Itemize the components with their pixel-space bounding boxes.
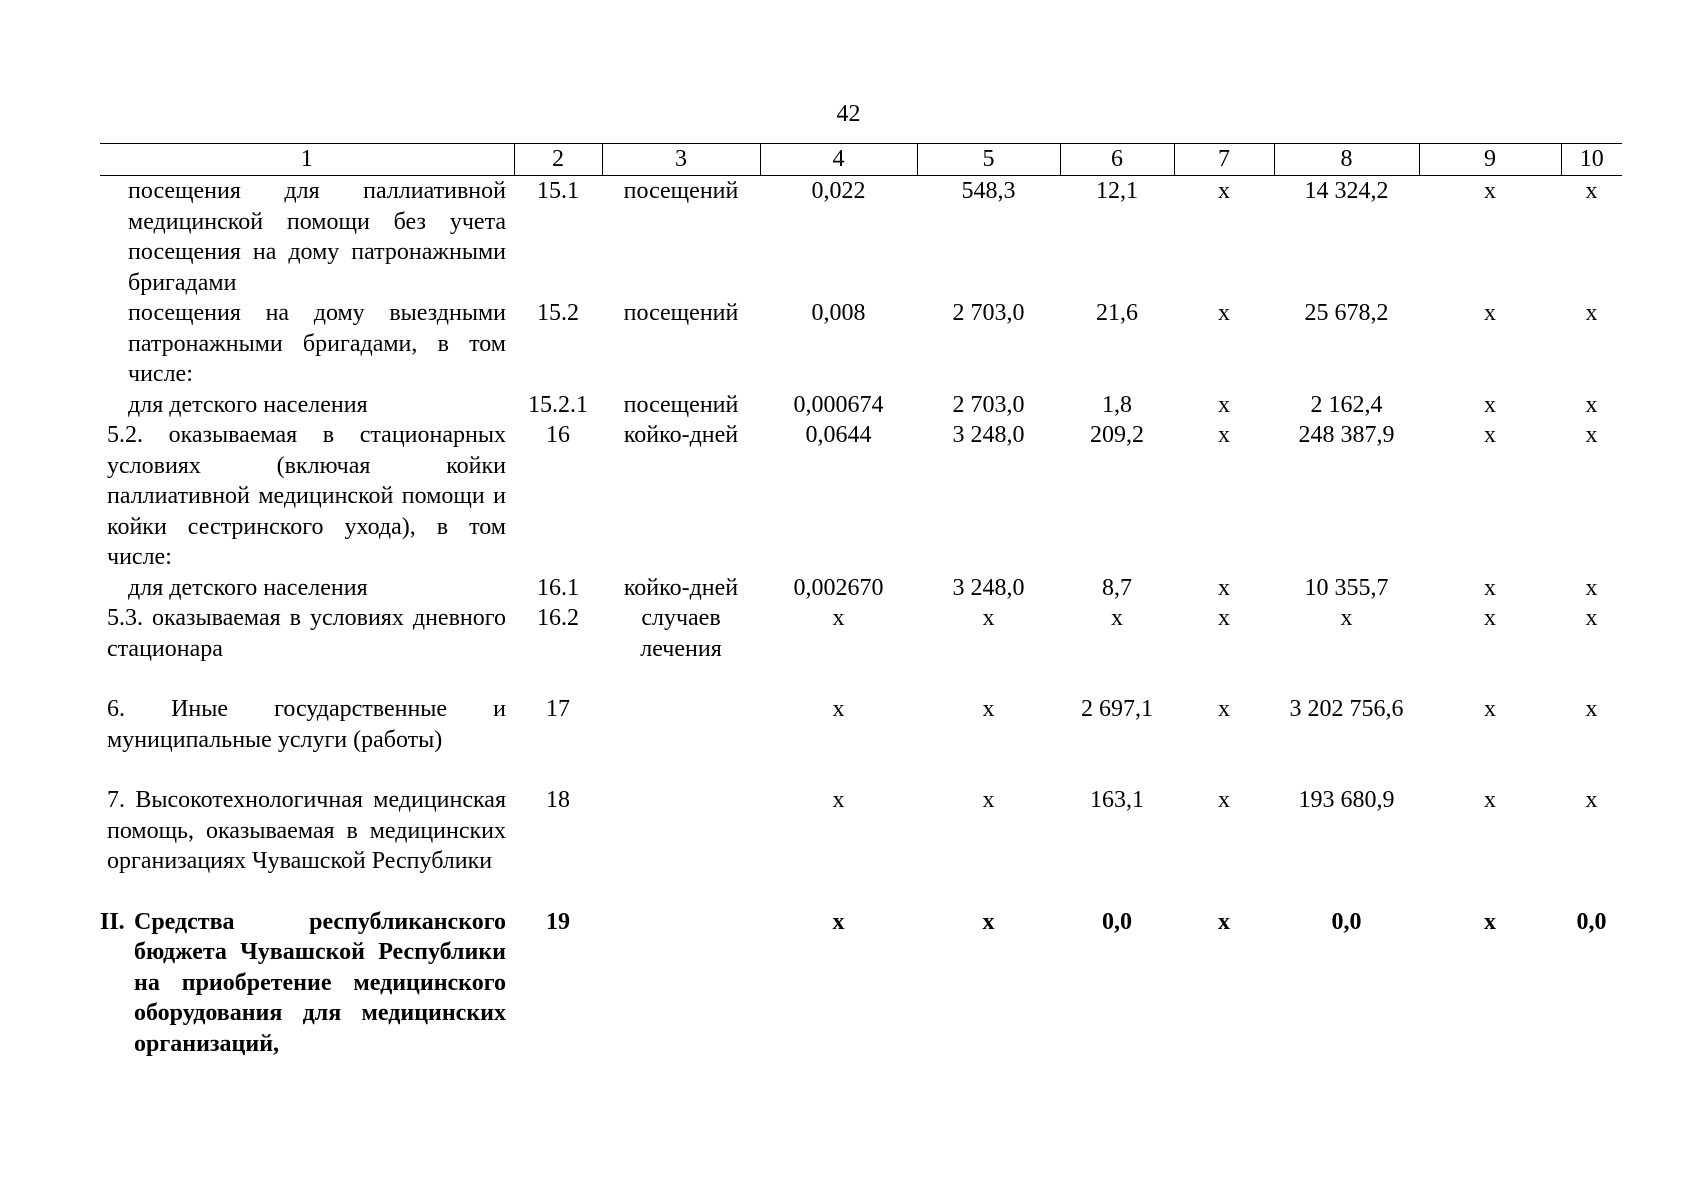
row-value-10: х <box>1585 574 1598 601</box>
row-value-5: 2 703,0 <box>952 300 1025 326</box>
row-unit: посещений <box>623 178 739 204</box>
funding-table <box>100 143 1622 1059</box>
row-value-8: 14 324,2 <box>1304 178 1389 204</box>
column-header: 4 <box>760 144 917 176</box>
row-unit: посещений <box>623 391 739 418</box>
row-name: посещения на дому выездными патронажными бригадами, в том числе: <box>128 300 506 387</box>
row-value-7: х <box>1218 178 1230 204</box>
row-value-4: 0,0644 <box>805 422 872 448</box>
row-name: 5.3. оказываемая в условиях дневного стационара <box>107 605 506 662</box>
row-value-4: 0,022 <box>811 178 866 204</box>
table-row <box>100 420 1622 573</box>
row-unit: посещений <box>623 300 739 326</box>
row-value-6: 0,0 <box>1102 908 1132 935</box>
row-value-5: х <box>982 696 995 722</box>
row-value-8: 248 387,9 <box>1298 422 1395 448</box>
column-header: 8 <box>1274 144 1419 176</box>
row-value-7: х <box>1218 908 1230 935</box>
row-code: 16.1 <box>537 574 579 601</box>
row-value-7: х <box>1218 574 1230 601</box>
row-name-cell <box>100 907 514 1060</box>
row-value-8: х <box>1340 605 1353 631</box>
section-label: II. <box>100 908 125 935</box>
row-value-4: 0,000674 <box>793 391 884 418</box>
table-row <box>100 390 1622 421</box>
row-value-9: х <box>1484 574 1496 601</box>
row-value-10: х <box>1585 696 1598 722</box>
row-unit <box>602 907 760 1060</box>
row-value-4: х <box>832 908 845 935</box>
row-value-10: х <box>1585 178 1598 204</box>
row-unit <box>602 694 760 785</box>
row-value-5: 548,3 <box>961 178 1016 204</box>
row-value-7: х <box>1218 787 1230 813</box>
row-value-7: х <box>1218 696 1230 722</box>
column-header: 7 <box>1174 144 1274 176</box>
row-value-7: х <box>1218 422 1230 448</box>
column-number-header <box>100 144 1622 176</box>
row-value-6: 209,2 <box>1090 422 1144 448</box>
row-value-5: х <box>982 605 995 631</box>
row-value-10: х <box>1585 422 1598 448</box>
row-value-4: х <box>832 696 845 722</box>
row-value-5: 3 248,0 <box>952 422 1025 448</box>
row-value-5: 3 248,0 <box>952 574 1025 601</box>
row-value-9: х <box>1484 300 1496 326</box>
row-value-6: 8,7 <box>1102 574 1132 601</box>
row-code: 15.1 <box>537 178 579 204</box>
row-value-6: 12,1 <box>1096 178 1138 204</box>
table-row <box>100 907 1622 1060</box>
row-value-7: х <box>1218 300 1230 326</box>
row-code: 19 <box>546 908 570 935</box>
row-value-7: х <box>1218 391 1230 418</box>
row-unit: койко-дней <box>623 574 739 601</box>
row-code: 15.2.1 <box>528 391 588 418</box>
row-value-4: х <box>832 787 845 813</box>
row-value-5: х <box>982 787 995 813</box>
row-name: 5.2. оказываемая в стационарных условиях (включая койки паллиативной медицинской помощи и койки сестринского ухода), в том числе: <box>107 422 506 570</box>
row-name: 7. Высокотехнологичная медицинская помощь, оказываемая в медицинских организациях Чувашской Республики <box>107 787 506 874</box>
row-unit: койко-дней <box>623 422 739 448</box>
column-header: 1 <box>100 144 514 176</box>
row-value-9: х <box>1484 605 1496 631</box>
row-value-5: 2 703,0 <box>952 391 1025 418</box>
column-header: 2 <box>514 144 602 176</box>
table-row <box>100 785 1622 907</box>
row-value-9: х <box>1484 391 1496 418</box>
column-header: 9 <box>1419 144 1561 176</box>
row-code: 16.2 <box>537 605 579 631</box>
row-name: для детского населения <box>128 574 368 601</box>
row-value-8: 0,0 <box>1331 908 1362 935</box>
table-row <box>100 694 1622 785</box>
page-number: 42 <box>836 101 861 127</box>
row-unit: случаев лечения <box>640 605 722 662</box>
row-unit <box>602 785 760 907</box>
row-value-8: 3 202 756,6 <box>1289 696 1404 722</box>
table-row <box>100 573 1622 604</box>
row-value-10: х <box>1585 391 1598 418</box>
row-value-4: 0,008 <box>811 300 866 326</box>
row-value-10: 0,0 <box>1576 908 1607 935</box>
row-value-6: 1,8 <box>1102 391 1132 418</box>
table-row <box>100 176 1622 299</box>
row-name: Средства республиканского бюджета Чувашской Республики на приобретение медицинского оборудования для медицинских организаций, <box>134 908 506 1057</box>
row-value-9: х <box>1484 787 1496 813</box>
row-value-4: 0,002670 <box>793 574 884 601</box>
row-value-8: 2 162,4 <box>1310 391 1383 418</box>
row-value-6: 21,6 <box>1096 300 1138 326</box>
column-header: 5 <box>917 144 1060 176</box>
row-value-8: 193 680,9 <box>1298 787 1395 813</box>
row-value-7: х <box>1218 605 1230 631</box>
row-value-8: 25 678,2 <box>1304 300 1389 326</box>
row-value-6: 2 697,1 <box>1081 696 1153 722</box>
table-row <box>100 603 1622 694</box>
row-value-9: х <box>1484 908 1496 935</box>
row-name: 6. Иные государственные и муниципальные услуги (работы) <box>107 696 506 753</box>
row-value-6: 163,1 <box>1090 787 1144 813</box>
row-code: 15.2 <box>537 300 579 326</box>
row-value-6: х <box>1111 605 1123 631</box>
row-name: для детского населения <box>128 391 368 418</box>
row-value-9: х <box>1484 696 1496 722</box>
row-value-8: 10 355,7 <box>1304 574 1389 601</box>
row-code: 17 <box>546 696 570 722</box>
row-value-10: х <box>1585 300 1598 326</box>
column-header: 3 <box>602 144 760 176</box>
row-value-9: х <box>1484 422 1496 448</box>
column-header: 6 <box>1060 144 1174 176</box>
row-name: посещения для паллиативной медицинской помощи без учета посещения на дому патронажными бригадами <box>128 178 506 296</box>
row-value-5: х <box>982 908 995 935</box>
row-value-9: х <box>1484 178 1496 204</box>
row-code: 16 <box>546 422 570 448</box>
row-value-4: х <box>832 605 845 631</box>
table-row <box>100 298 1622 390</box>
row-code: 18 <box>546 787 570 813</box>
column-header: 10 <box>1561 144 1622 176</box>
row-value-10: х <box>1585 787 1598 813</box>
row-value-10: х <box>1585 605 1598 631</box>
